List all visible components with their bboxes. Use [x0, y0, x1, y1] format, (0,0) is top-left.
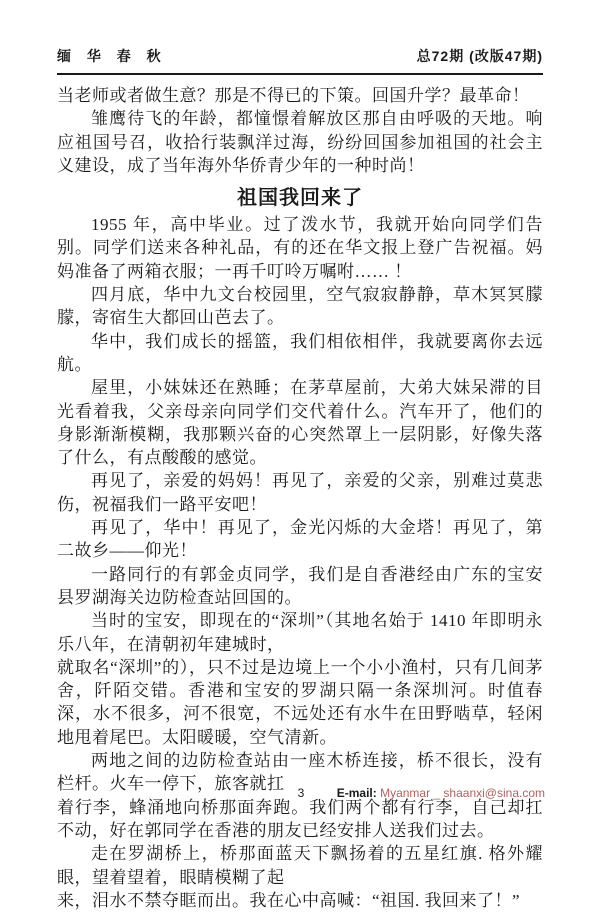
- contact-email: [337, 786, 545, 800]
- story-paragraphs: [57, 213, 543, 912]
- issue-info: 总72期 (改版47期): [416, 48, 543, 64]
- paragraph: 当时的宝安，即现在的“深圳”（其地名始于 1410 年即明永乐八年，在清朝初年建城时，: [57, 611, 543, 654]
- paragraph: 当老师或者做生意？那是不得已的下策。回国升学？最革命！: [57, 86, 530, 105]
- article-title: 祖国我回来了: [237, 187, 363, 210]
- paragraph: 雏鹰待飞的年龄，都憧憬着解放区那自由呼吸的天地。响应祖国号召，收拾行装飘洋过海，纷纷回国参加祖国的社会主义建设，成了当年海外华侨青少年的一种时尚！: [57, 109, 543, 175]
- email-label: E-mail:: [336, 786, 377, 800]
- paragraph: 屋里，小妹妹还在熟睡；在茅草屋前，大弟大妹呆滞的目光看着我，父亲母亲向同学们交代着什么。汽车开了，他们的身影渐渐模糊，我那颗兴奋的心突然罩上一层阴影，好像失落了什么，有点酸酸的感觉。: [57, 378, 543, 468]
- intro-paragraphs: [57, 84, 543, 177]
- paragraph: 再见了，亲爱的妈妈！再见了，亲爱的父亲，别难过莫悲伤，祝福我们一路平安吧！: [57, 471, 543, 514]
- paragraph: 再见了，华中！再见了，金光闪烁的大金塔！再见了，第二故乡——仰光！: [57, 518, 543, 561]
- page-footer: [57, 786, 545, 804]
- paragraph: 四月底，华中九文台校园里，空气寂寂静静，草木冥冥朦朦，寄宿生大都回山芭去了。: [57, 285, 543, 328]
- paragraph: 华中，我们成长的摇篮，我们相依相伴，我就要离你去远航。: [57, 331, 543, 374]
- page-number: 3: [297, 786, 305, 800]
- page-header: [57, 46, 543, 75]
- paragraph: 来，泪水不禁夺眶而出。我在心中高喊：“祖国. 我回来了！”: [57, 890, 521, 910]
- paragraph: 着行李，蜂涌地向桥那面奔跑。我们两个都有行李，自己却扛不动，好在郭同学在香港的朋友已经安排人送我们过去。: [57, 797, 543, 840]
- journal-title: 缅 华 春 秋: [57, 48, 167, 64]
- paragraph: 一路同行的有郭金贞同学，我们是自香港经由广东的宝安县罗湖海关边防检查站回国的。: [57, 564, 543, 607]
- paragraph: 1955 年，高中毕业。过了泼水节，我就开始向同学们告别。同学们送来各种礼品，有的还在华文报上登广告祝福。妈妈准备了两箱衣服；一再千叮呤万嘱咐…… ！: [57, 215, 543, 281]
- paragraph: 就取名“深圳”的），只不过是边境上一个小小渔村，只有几间茅舍，阡陌交错。香港和宝安的罗湖只隔一条深圳河。时值春深，水不很多，河不很宽，不远处还有水牛在田野啮草，轻闲地甩着尾巴。太阳暖暖，空气清新。: [57, 657, 543, 747]
- paragraph: 走在罗湖桥上，桥那面蓝天下飘扬着的五星红旗. 格外耀眼，望着望着，眼睛模糊了起: [57, 844, 543, 887]
- email-link[interactable]: Myanmar _ shaanxi@sina.com: [380, 786, 545, 800]
- paragraph: 两地之间的边防检查站由一座木桥连接，桥不很长，没有栏杆。火车一停下，旅客就扛: [57, 751, 543, 794]
